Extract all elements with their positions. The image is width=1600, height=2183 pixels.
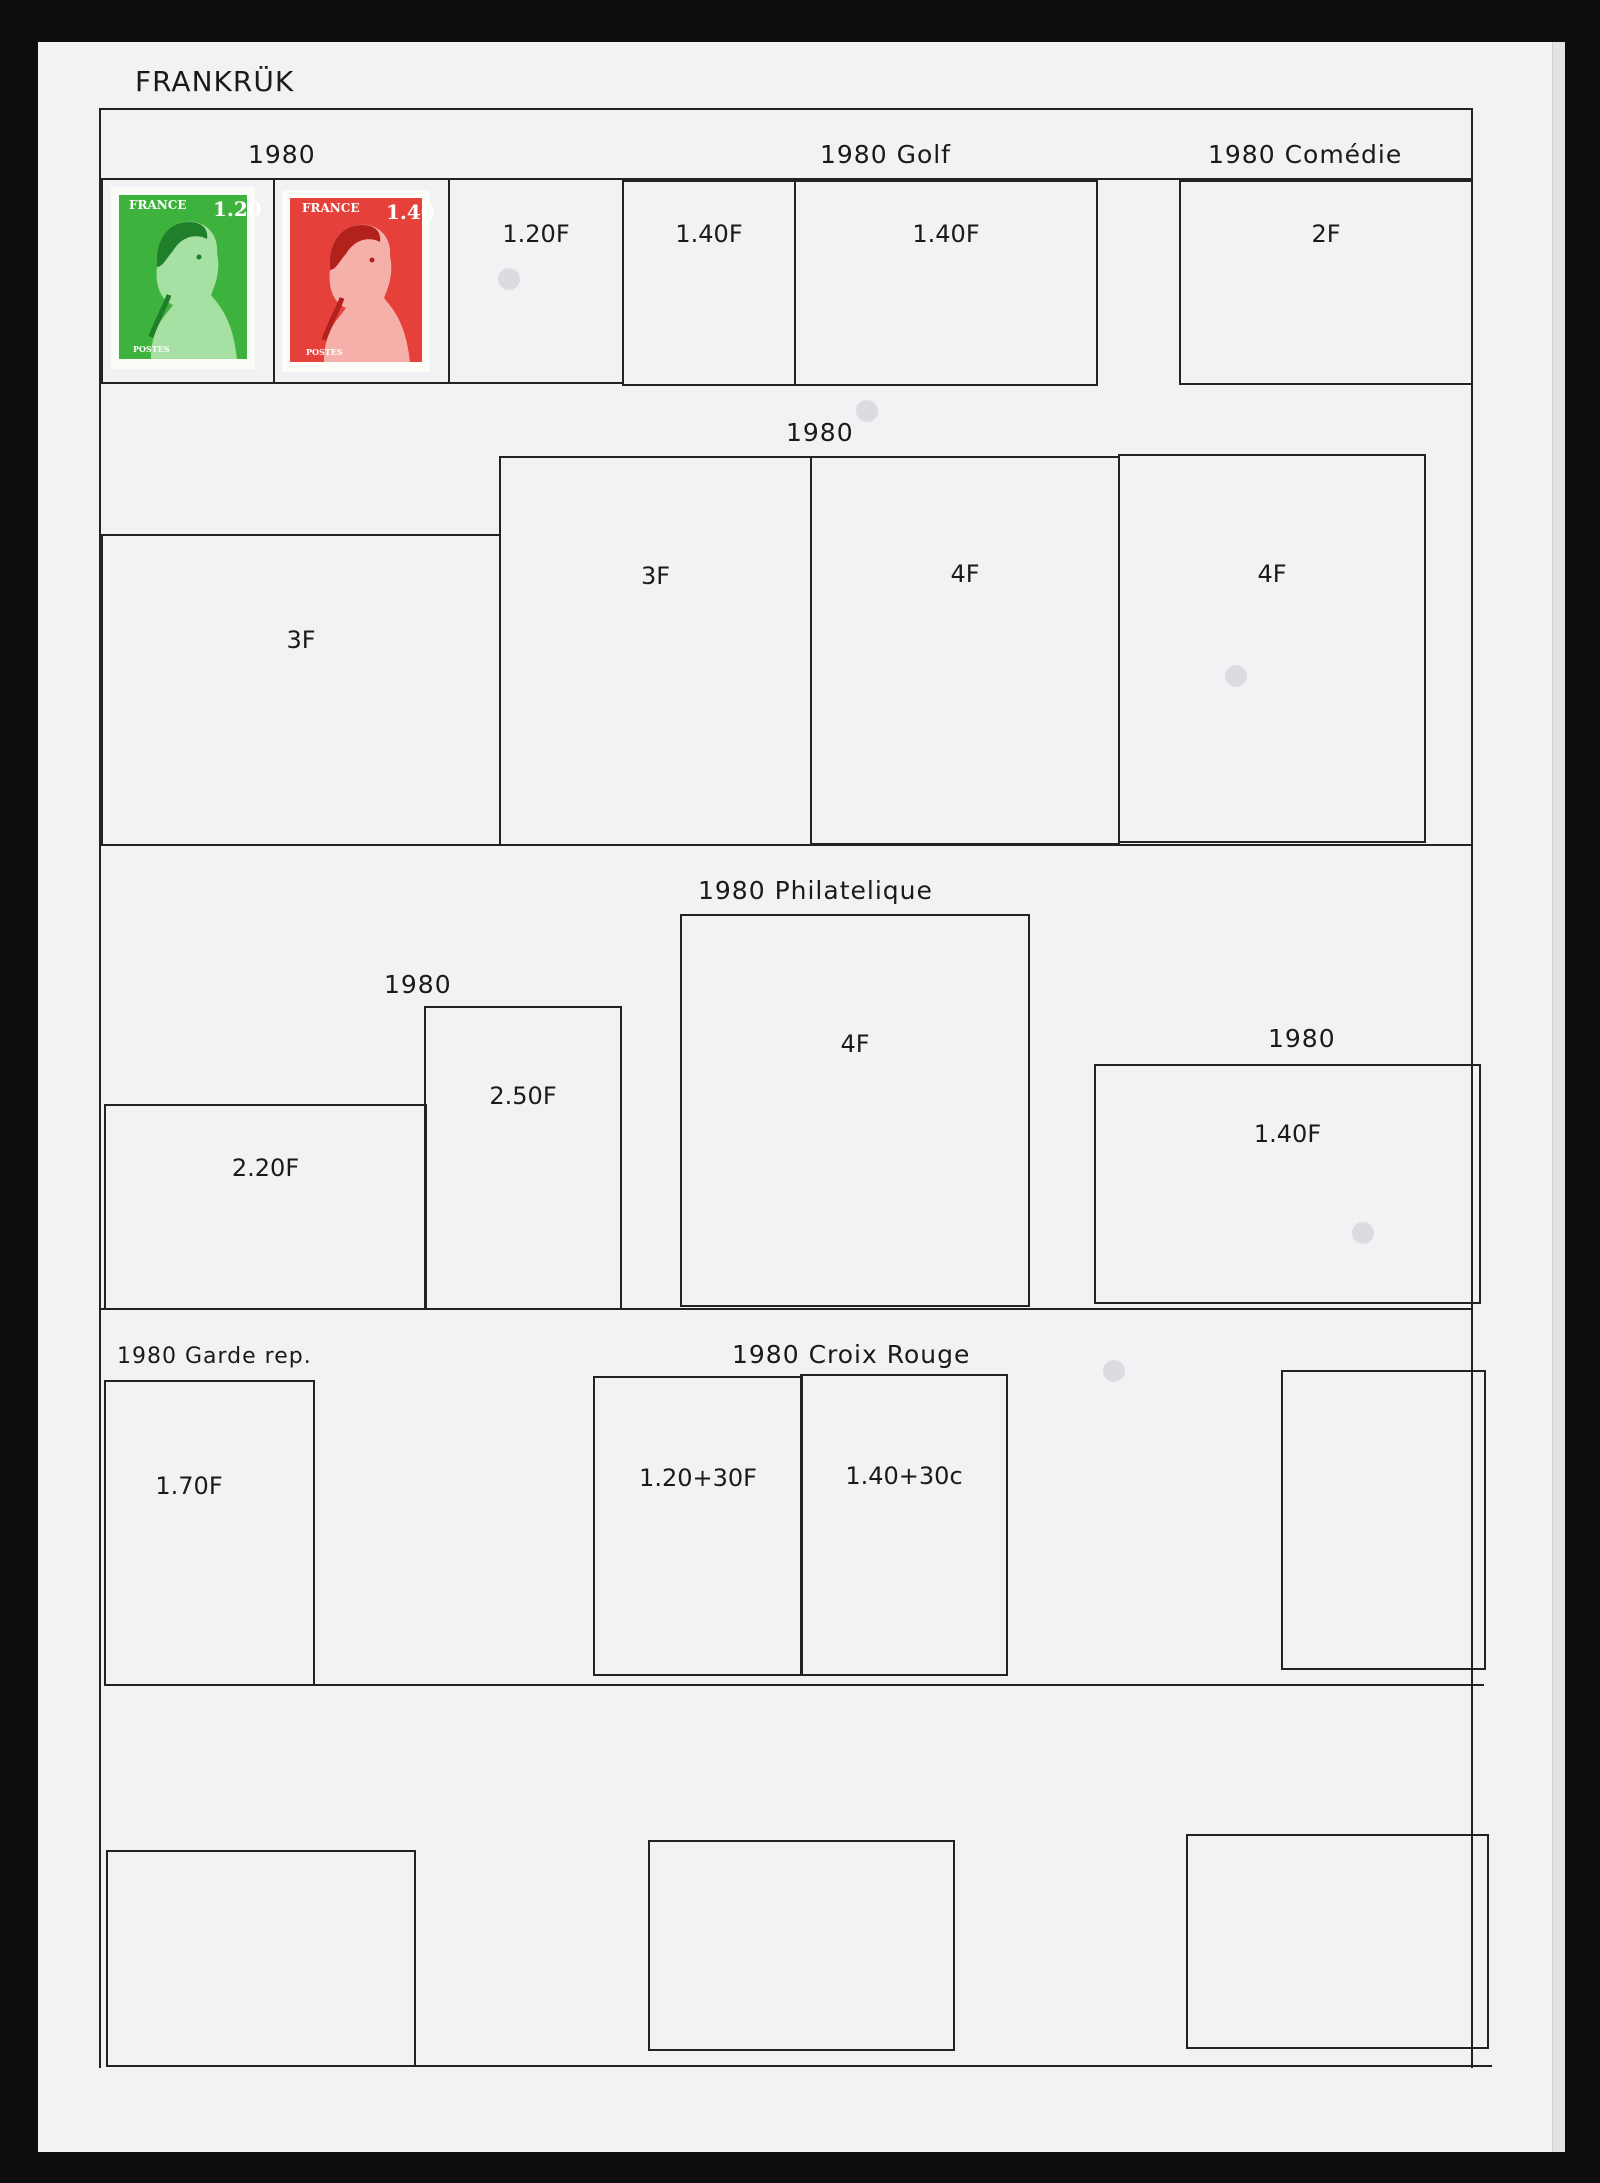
space-label: 3F <box>286 626 316 654</box>
stamp-space-120f <box>448 178 624 384</box>
space-label: 2F <box>1311 220 1341 248</box>
space-label: 1.20+30F <box>639 1464 757 1492</box>
row-divider <box>104 1684 1484 1686</box>
stamp-space-empty <box>1186 1834 1489 2049</box>
stamp-space-4f <box>810 456 1120 845</box>
stamp-space-empty <box>106 1850 416 2067</box>
heading-1980-golf: 1980 Golf <box>820 140 951 169</box>
stamp-red-140 <box>282 190 435 372</box>
page-title: FRANKRÜK <box>135 65 295 98</box>
stamp-space-3f <box>499 456 812 846</box>
heading-1980: 1980 <box>248 140 316 169</box>
stamp-space-golf <box>794 180 1098 386</box>
row-divider <box>99 1308 1473 1310</box>
stamp-space-empty <box>1281 1370 1486 1670</box>
stamp-country: FRANCE <box>129 198 187 212</box>
stamp-space-4f <box>1118 454 1426 843</box>
space-label: 4F <box>950 560 980 588</box>
space-label: 1.40F <box>675 220 743 248</box>
stamp-country: FRANCE <box>302 201 360 215</box>
space-label: 1.40F <box>1253 1120 1322 1148</box>
stamp-green-120 <box>111 187 262 369</box>
space-label: 3F <box>640 562 671 590</box>
space-label: 2.20F <box>231 1154 300 1182</box>
page-edge <box>1552 42 1565 2152</box>
heading-1980: 1980 <box>384 970 452 999</box>
space-label: 1.40F <box>912 220 980 248</box>
space-label: 1.40+30c <box>845 1462 963 1490</box>
space-label: 2.50F <box>489 1082 557 1110</box>
stamp-space-4f <box>680 914 1030 1307</box>
stamp-imprint: POSTES <box>306 347 343 357</box>
stamp-space-170f <box>104 1380 315 1686</box>
heading-1980-garde-rep: 1980 Garde rep. <box>117 1344 312 1369</box>
stamp-space-empty <box>648 1840 955 2051</box>
space-label: 4F <box>1257 560 1287 588</box>
stamp-value: 1.40 <box>386 200 435 224</box>
heading-1980: 1980 <box>1268 1024 1336 1053</box>
space-label: 1.20F <box>502 220 570 248</box>
stamp-space-250f <box>424 1006 622 1310</box>
stamp-imprint: POSTES <box>133 344 170 354</box>
stamp-space-comedie <box>1179 180 1473 385</box>
stamp-space-croix-1 <box>593 1376 803 1676</box>
stamp-space-croix-2 <box>800 1374 1008 1676</box>
heading-1980-philatelique: 1980 Philatelique <box>698 876 933 905</box>
stamp-value: 1.20 <box>213 197 262 221</box>
stamp-space-140f <box>1094 1064 1481 1304</box>
row-divider <box>99 844 1473 846</box>
heading-1980: 1980 <box>786 418 854 447</box>
space-label: 4F <box>840 1030 870 1058</box>
space-label: 1.70F <box>155 1472 223 1500</box>
stamp-space-3f <box>101 534 501 846</box>
stamp-space-140f <box>622 180 796 386</box>
heading-1980-comedie: 1980 Comédie <box>1208 140 1403 169</box>
stamp-space-220f <box>104 1104 427 1310</box>
heading-1980-croix-rouge: 1980 Croix Rouge <box>732 1340 971 1369</box>
